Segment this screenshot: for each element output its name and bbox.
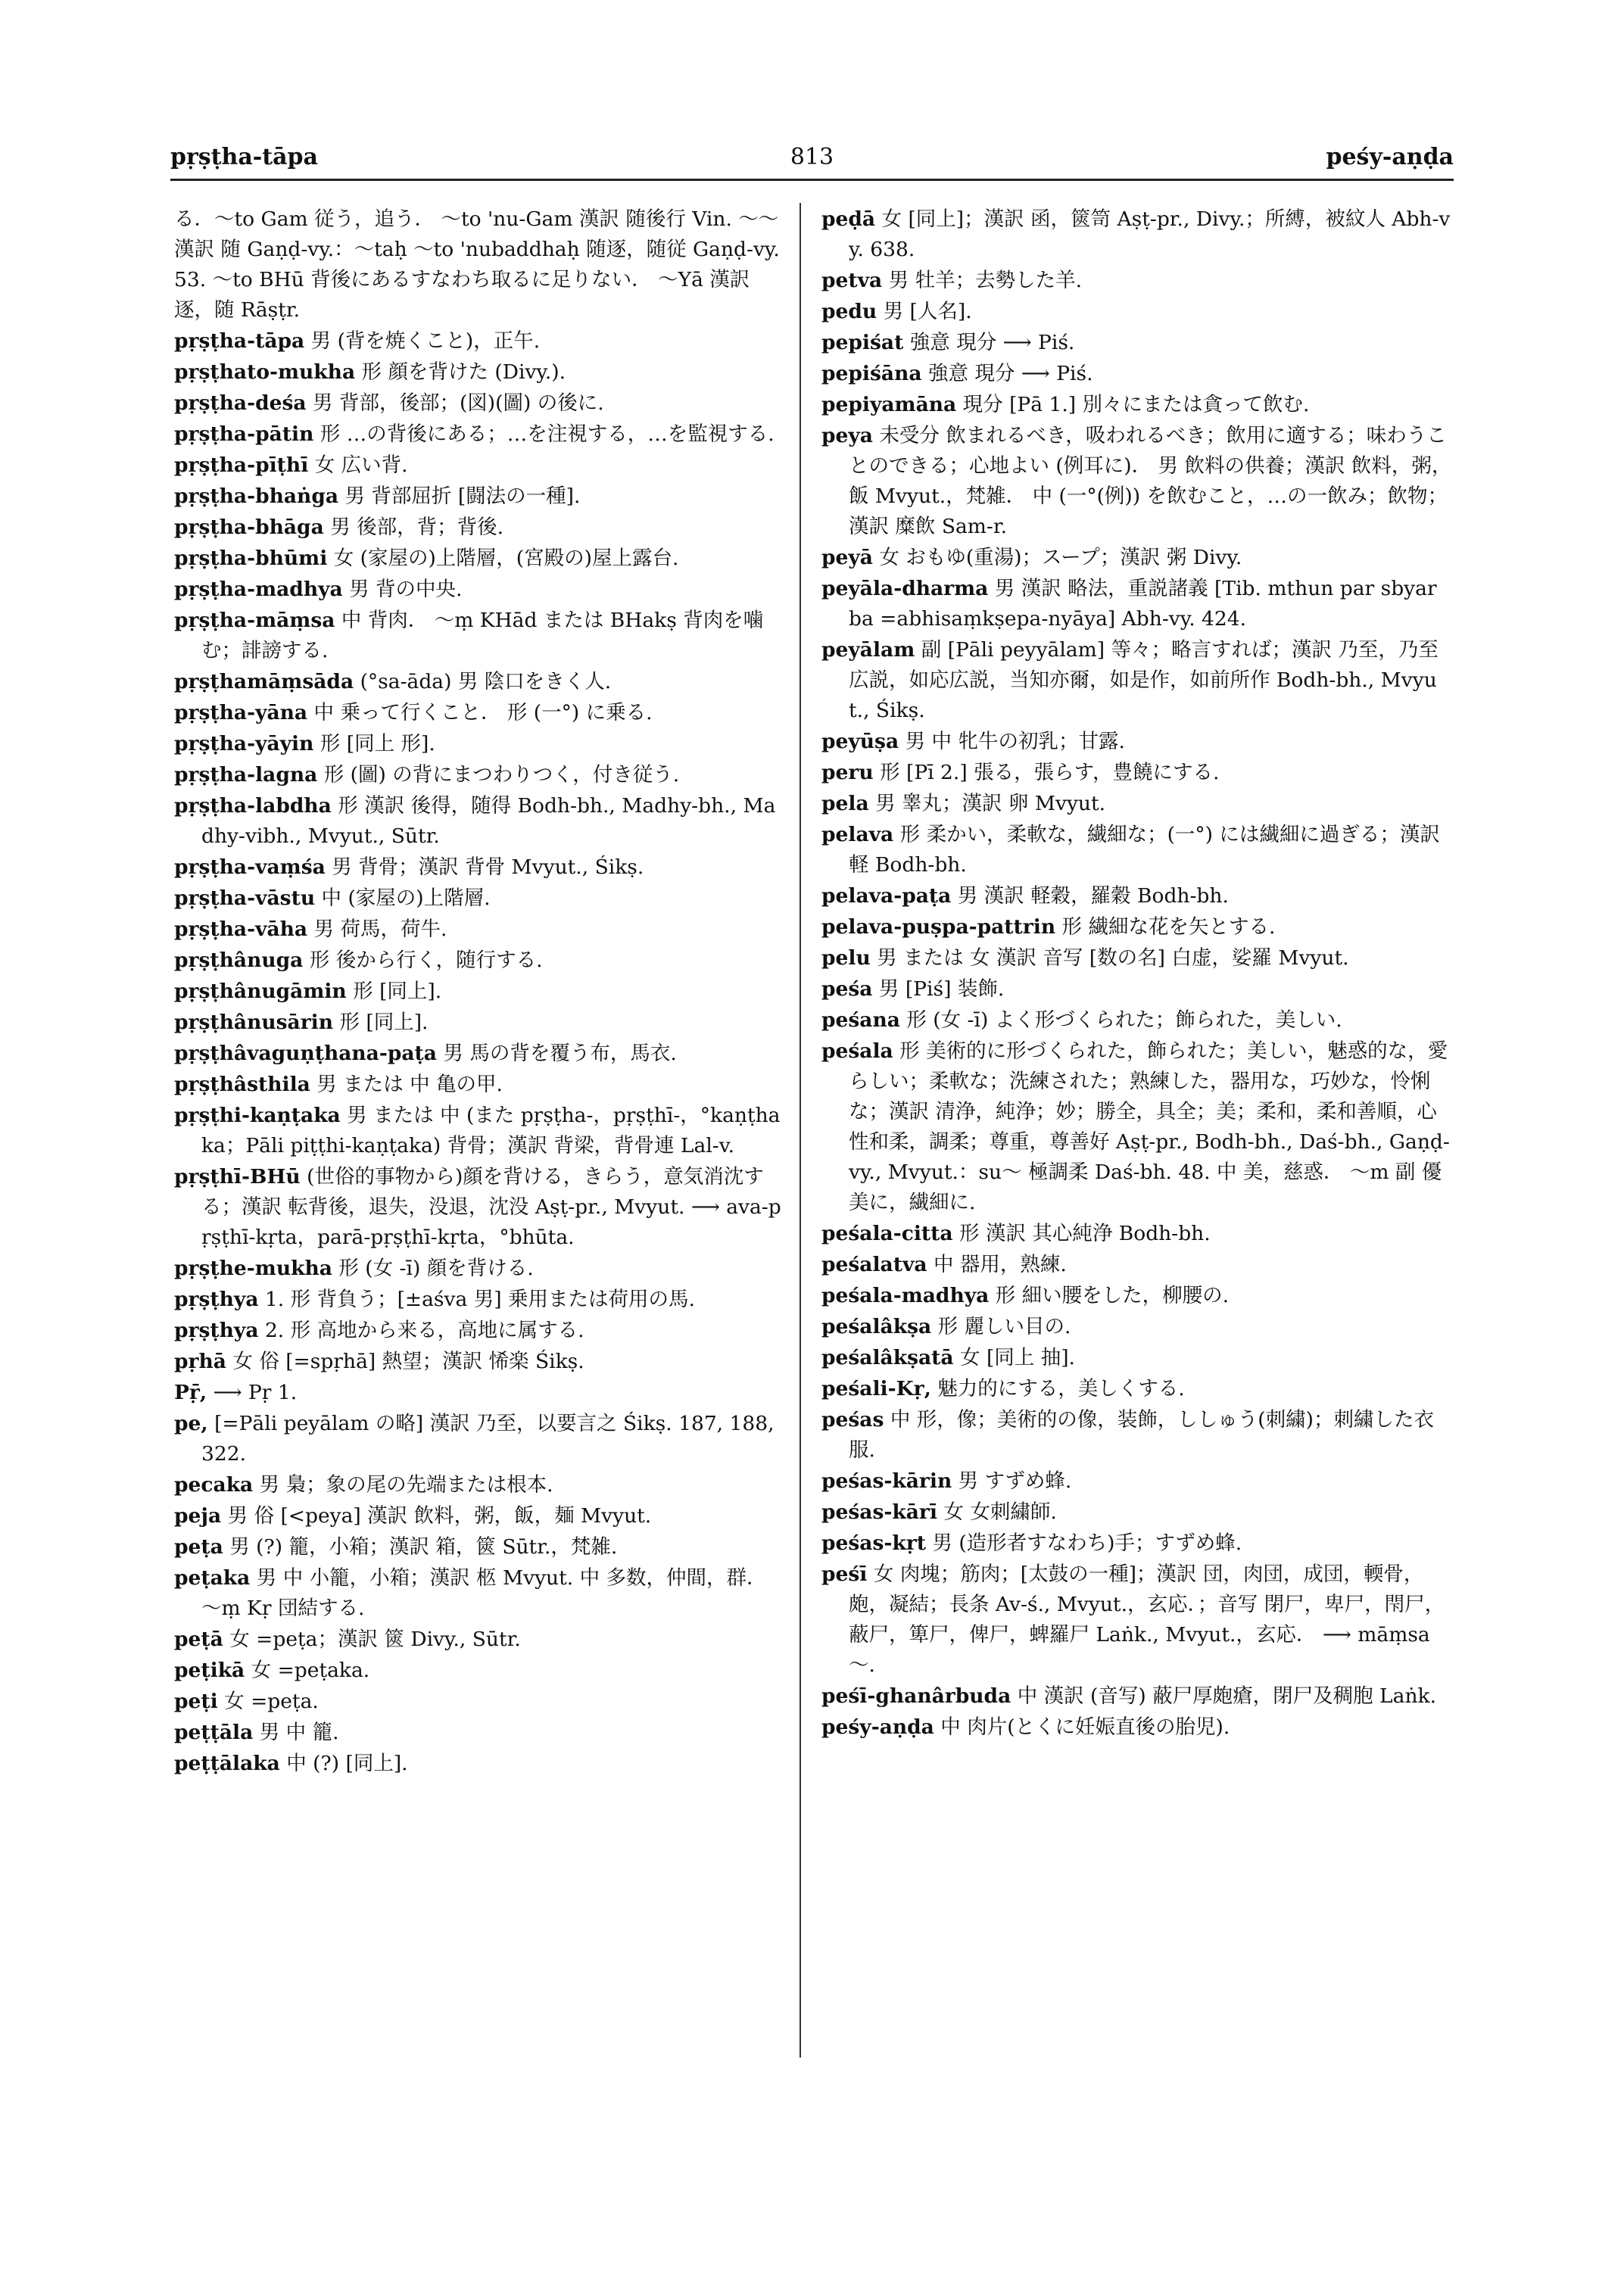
entry-definition: 形 …の背後にある；…を注視する，…を監視する. — [320, 422, 775, 446]
entry-headword: peśana — [821, 1008, 900, 1032]
entry-headword: pṛṣṭha-vāstu — [174, 886, 316, 910]
entry-headword: pṛṣṭha-pīṭhī — [174, 453, 309, 477]
entry-definition: 男 後部，背；背後. — [330, 516, 504, 539]
dictionary-entry — [821, 1528, 1454, 1559]
entry-headword: peru — [821, 761, 874, 784]
entry-definition: 女 =peṭaka. — [251, 1659, 370, 1682]
entry-headword: pelu — [821, 946, 871, 970]
entry-headword: pedu — [821, 300, 877, 323]
dictionary-entry — [821, 1250, 1454, 1280]
dictionary-entry — [174, 946, 787, 976]
dictionary-entry — [821, 1559, 1454, 1681]
dictionary-entry — [821, 1343, 1454, 1373]
entry-headword: pepiśāna — [821, 362, 922, 385]
dictionary-entry — [174, 729, 787, 759]
dictionary-entry — [174, 1625, 787, 1655]
entry-definition: 未受分 飲まれるべき，吸われるべき；飲用に適する；味わうことのできる；心地よい (例耳に)． 男 飲料の供養；漢訳 飲料，粥，飯 Mvyut.，梵雑． 中 (一°(例)) を飲むこと，…の一飲み；飲物；漢訳 糜飲 Sam-r. — [849, 424, 1452, 538]
entry-definition: 中 肉片(とくに妊娠直後の胎児). — [940, 1715, 1230, 1739]
dictionary-entry — [174, 977, 787, 1007]
entry-definition: 女 女刺繍師. — [943, 1500, 1057, 1524]
entry-definition: 男 または 中 (また pṛṣṭha-，pṛṣṭhī-，°kaṇṭhaka；Pāli piṭṭhi-kaṇṭaka) 背骨；漢訳 背梁，背骨連 Lal-v. — [201, 1104, 781, 1157]
entry-definition: 男 中 籠. — [259, 1721, 339, 1744]
entry-headword: pṛṣṭha-pātin — [174, 422, 314, 446]
dictionary-entry — [174, 698, 787, 728]
dictionary-entry — [821, 727, 1454, 757]
dictionary-entry — [174, 1070, 787, 1100]
entry-definition: 形 [同上 形]. — [320, 732, 435, 756]
entry-definition: 女 [同上]；漢訳 函，篋笥 Aṣṭ-pr., Divy.；所縛，被紋人 Abh-vy. 638. — [849, 207, 1451, 261]
dictionary-entry — [174, 852, 787, 883]
entry-definition: 中 背肉． ～ṃ KHād または BHakṣ 背肉を噛む；誹謗する. — [201, 609, 764, 662]
entry-headword: peśalatva — [821, 1253, 927, 1276]
dictionary-entry — [174, 1039, 787, 1069]
entry-definition: 男 梟；象の尾の先端または根本. — [259, 1473, 553, 1497]
entry-definition: 中 器用，熟練. — [933, 1253, 1067, 1276]
entry-definition: 男 中 小籠，小箱；漢訳 柩 Mvyut. 中 多数，仲間，群． ～ṃ Kṛ 団結する. — [201, 1566, 767, 1620]
entry-headword: peśala-citta — [821, 1222, 953, 1245]
dictionary-entry — [174, 1532, 787, 1562]
dictionary-entry — [174, 1718, 787, 1748]
dictionary-entry — [821, 543, 1454, 573]
entry-headword: peśala — [821, 1039, 893, 1063]
entry-definition: 男 背の中央. — [349, 578, 463, 601]
dictionary-entry — [174, 419, 787, 450]
entry-headword: peyā — [821, 546, 873, 569]
entry-definition: 女 [同上 抽]. — [960, 1346, 1075, 1369]
entry-headword: pṛṣṭha-vāha — [174, 918, 308, 941]
entry-headword: peṭi — [174, 1690, 218, 1713]
entry-definition: 中 (?) [同上]. — [286, 1752, 408, 1775]
entry-headword: pṛṣṭha-lagna — [174, 763, 318, 787]
entry-definition: 女 おもゆ(重湯)；スープ；漢訳 粥 Divy. — [879, 546, 1242, 569]
entry-definition: 男 荷馬，荷牛. — [313, 918, 447, 941]
entry-headword: peśas — [821, 1408, 884, 1432]
entry-headword: Pṝ, — [174, 1381, 207, 1404]
entry-headword: pṛṣṭhe-mukha — [174, 1257, 332, 1280]
entry-definition: ⟶ Pṛ 1. — [213, 1381, 298, 1404]
entry-definition: 強意 現分 ⟶ Piś. — [909, 331, 1075, 354]
entry-headword: peṭa — [174, 1535, 223, 1559]
entry-definition: 男 中 牝牛の初乳；甘露. — [905, 730, 1125, 753]
entry-headword: peśa — [821, 977, 873, 1001]
entry-definition: 男 背部屈折 [闘法の一種]. — [344, 484, 581, 508]
dictionary-entry — [821, 789, 1454, 819]
entry-definition: 男 漢訳 略法，重説諸義 [Tib. mthun par sbyar ba =abhisaṃkṣepa-nyāya] Abh-vy. 424. — [849, 577, 1437, 631]
left-column — [174, 204, 787, 1780]
entry-definition: 男 (造形者すなわち)手；すずめ蜂. — [932, 1531, 1242, 1555]
entry-definition: 形 漢訳 後得，随得 Bodh-bh., Madhy-bh., Madhy-vibh., Mvyut., Sūtr. — [201, 794, 776, 848]
dictionary-entry — [821, 1497, 1454, 1528]
entry-definition: 形 [Pī 2.] 張る，張らす，豊饒にする. — [880, 761, 1220, 784]
entry-definition: 1. 形 背負う；[±aśva 男] 乗用または荷用の馬. — [264, 1288, 695, 1311]
entry-headword: peyūṣa — [821, 730, 899, 753]
entry-headword: pṛṣṭhya — [174, 1319, 259, 1342]
dictionary-entry — [821, 204, 1454, 265]
entry-headword: pela — [821, 792, 869, 815]
entry-definition: 男 (背を焼くこと)，正午. — [310, 329, 541, 353]
entry-definition: 中 乗って行くこと． 形 (一°) に乗る. — [313, 701, 653, 724]
dictionary-entry — [821, 1466, 1454, 1497]
entry-definition: 形 柔かい，柔軟な，繊細な；(一°) には繊細に過ぎる；漢訳 軽 Bodh-bh. — [849, 823, 1440, 877]
entry-definition: 男 俗 [<peya] 漢訳 飲料，粥，飯，麺 Mvyut. — [227, 1504, 652, 1528]
entry-headword: pṛṣṭha-bhaṅga — [174, 484, 339, 508]
entry-definition: 男 馬の背を覆う布，馬衣. — [443, 1042, 677, 1065]
dictionary-entry — [174, 1254, 787, 1284]
entry-definition: 形 細い腰をした，柳腰の. — [995, 1284, 1230, 1307]
dictionary-entry — [821, 912, 1454, 942]
dictionary-entry — [821, 390, 1454, 420]
entry-headword: peśala-madhya — [821, 1284, 990, 1307]
entry-headword: pecaka — [174, 1473, 254, 1497]
entry-headword: peśy-aṇḍa — [821, 1715, 934, 1739]
page-number: 813 — [790, 144, 834, 170]
entry-headword: peśī-ghanârbuda — [821, 1684, 1011, 1708]
entry-headword: pṛṣṭha-tāpa — [174, 329, 305, 353]
entry-definition: 女 =peṭa；漢訳 篋 Divy., Sūtr. — [229, 1628, 521, 1651]
entry-definition: 男 [人名]. — [883, 300, 972, 323]
dictionary-entry — [174, 388, 787, 419]
entry-definition: 形 [同上]. — [353, 980, 442, 1003]
entry-definition: (°sa-āda) 男 陰口をきく人. — [360, 670, 612, 693]
entry-headword: peyāla-dharma — [821, 577, 989, 600]
dictionary-entry — [174, 204, 787, 326]
entry-headword: pe, — [174, 1412, 208, 1435]
dictionary-entry — [174, 667, 787, 697]
entry-definition: 魅力的にする，美しくする. — [937, 1377, 1185, 1400]
entry-headword: pṛṣṭha-vaṃśa — [174, 855, 326, 879]
dictionary-entry — [174, 450, 787, 481]
running-head-right: peśy-aṇḍa — [1326, 144, 1454, 170]
entry-headword: pṛṣṭha-deśa — [174, 391, 307, 415]
entry-headword: peyālam — [821, 638, 915, 662]
dictionary-entry — [174, 1378, 787, 1408]
dictionary-entry — [174, 760, 787, 790]
entry-headword: pelava — [821, 823, 894, 846]
right-column — [821, 204, 1454, 1743]
entry-definition: 形 麗しい目の. — [937, 1315, 1071, 1338]
entry-definition: 現分 [Pā 1.] 別々にまたは貪って飲む. — [962, 393, 1310, 416]
dictionary-entry — [174, 1316, 787, 1346]
entry-definition: る．～to Gam 従う，追う． ～to 'nu-Gam 漢訳 随後行 Vin. ～～ 漢訳 随 Gaṇḍ-vy.：～taḥ ～to 'nubaddhaḥ 随逐，随従 Gaṇḍ-vy. 53. ～to BHū 背後にあるすなわち取るに足りない． ～Yā 漢訳 逐，随 Rāṣṭr. — [174, 207, 780, 322]
entry-headword: peṭā — [174, 1628, 223, 1651]
dictionary-entry — [821, 1281, 1454, 1311]
entry-definition: 男 すずめ蜂. — [958, 1469, 1072, 1493]
entry-headword: pṛṣṭha-bhūmi — [174, 547, 328, 570]
running-head-left: pṛṣṭha-tāpa — [170, 144, 318, 170]
dictionary-entry — [821, 297, 1454, 327]
dictionary-entry — [821, 1005, 1454, 1036]
entry-definition: 女 広い背. — [314, 453, 408, 477]
entry-headword: peśas-kārī — [821, 1500, 937, 1524]
entry-definition: 中 漢訳 (音写) 蔽尸厚皰瘡，閉尸及稠胞 Laṅk. — [1017, 1684, 1437, 1708]
entry-headword: peṭṭāla — [174, 1721, 254, 1744]
entry-headword: pepiśat — [821, 331, 904, 354]
entry-headword: pṛṣṭha-māṃsa — [174, 609, 335, 632]
dictionary-entry — [174, 357, 787, 388]
entry-headword: pṛṣṭhânusārin — [174, 1011, 334, 1034]
entry-headword: peḍā — [821, 207, 876, 231]
column-divider — [800, 203, 801, 2058]
entry-definition: 形 漢訳 其心純浄 Bodh-bh. — [959, 1222, 1211, 1245]
dictionary-entry — [174, 512, 787, 543]
entry-definition: 男 牡羊；去勢した羊. — [888, 269, 1082, 292]
entry-definition: 女 (家屋の)上階層，(宮殿の)屋上露台. — [333, 547, 679, 570]
entry-headword: pṛṣṭha-labdha — [174, 794, 332, 818]
dictionary-entry — [821, 1712, 1454, 1743]
entry-definition: 強意 現分 ⟶ Piś. — [927, 362, 1093, 385]
page-header — [170, 144, 1454, 181]
dictionary-entry — [821, 758, 1454, 788]
entry-headword: pṛṣṭha-bhāga — [174, 516, 324, 539]
entry-definition: 中 (家屋の)上階層. — [321, 886, 491, 910]
dictionary-entry — [174, 1285, 787, 1315]
dictionary-entry — [821, 421, 1454, 542]
dictionary-entry — [821, 328, 1454, 358]
entry-definition: (世俗的事物から)顔を背ける，きらう，意気消沈する；漢訳 転背後，退失，没退，沈没 Aṣṭ-pr., Mvyut. ⟶ ava-pṛṣṭhī-kṛta，parā-pṛṣṭhī-kṛta，°bhūta. — [201, 1165, 781, 1249]
dictionary-entry — [821, 820, 1454, 880]
entry-definition: 男 [Piś] 装飾. — [878, 977, 1005, 1001]
entry-definition: 2. 形 高地から来る，高地に属する. — [264, 1319, 584, 1342]
entry-headword: peśī — [821, 1562, 868, 1586]
dictionary-entry — [174, 1687, 787, 1717]
dictionary-entry — [174, 606, 787, 666]
entry-headword: pepiyamāna — [821, 393, 957, 416]
entry-headword: pṛṣṭhâsthila — [174, 1073, 310, 1096]
dictionary-entry — [174, 1008, 787, 1038]
dictionary-entry — [174, 883, 787, 914]
entry-headword: pṛṣṭha-madhya — [174, 578, 343, 601]
entry-definition: 男 背部，後部；(図)(圖) の後に. — [313, 391, 604, 415]
entry-definition: 形 後から行く，随行する. — [309, 949, 543, 972]
dictionary-entry — [821, 266, 1454, 296]
entry-definition: 形 繊細な花を矢とする. — [1061, 915, 1276, 939]
entry-headword: peśali-Kṛ, — [821, 1377, 931, 1400]
entry-headword: pelava-paṭa — [821, 884, 952, 908]
entry-definition: [=Pāli peyālam の略] 漢訳 乃至，以要言之 Śikṣ. 187, 188, 322. — [201, 1412, 775, 1466]
entry-definition: 中 形，像；美術的の像，装飾，ししゅう(刺繍)；刺繍した衣服. — [849, 1408, 1434, 1462]
entry-definition: 男 または 中 亀の甲. — [316, 1073, 503, 1096]
dictionary-entry — [821, 881, 1454, 911]
dictionary-entry — [174, 1470, 787, 1500]
entry-definition: 女 =peṭa. — [224, 1690, 319, 1713]
entry-headword: pṛṣṭha-yāna — [174, 701, 308, 724]
dictionary-entry — [174, 1501, 787, 1531]
dictionary-entry — [821, 1036, 1454, 1218]
dictionary-entry — [174, 1656, 787, 1686]
entry-headword: pṛṣṭhya — [174, 1288, 259, 1311]
entry-definition: 男 (?) 籠，小箱；漢訳 箱，篋 Sūtr.，梵雑. — [229, 1535, 618, 1559]
dictionary-entry — [174, 1162, 787, 1253]
entry-definition: 形 美術的に形づくられた，飾られた；美しい，魅惑的な，愛らしい；柔軟な；洗練された；熟練した，器用な，巧妙な，怜悧な；漢訳 清浄，純浄；妙；勝全，具全；美；柔和，柔和善順，心性和柔，調柔；尊重，尊善好 Aṣṭ-pr., Bodh-bh., Daś-bh., Gaṇḍ-vy., Mvyut.：su～ 極調柔 Daś-bh. 48. 中 美，慈惑． ～m 副 優美に，繊細に. — [849, 1039, 1450, 1214]
entry-headword: pelava-puṣpa-pattrin — [821, 915, 1056, 939]
entry-headword: peṭṭālaka — [174, 1752, 280, 1775]
entry-headword: pṛṣṭhâvaguṇṭhana-paṭa — [174, 1042, 437, 1065]
dictionary-entry — [174, 1347, 787, 1377]
dictionary-entry — [174, 791, 787, 852]
entry-headword: petva — [821, 269, 883, 292]
entry-definition: 女 俗 [=spṛhā] 熱望；漢訳 悕楽 Śikṣ. — [232, 1350, 584, 1373]
entry-definition: 形 顔を背けた (Divy.). — [361, 360, 566, 384]
dictionary-entry — [174, 1749, 787, 1779]
entry-headword: pṛṣṭhânugāmin — [174, 980, 347, 1003]
dictionary-entry — [821, 1219, 1454, 1249]
entry-definition: 副 [Pāli peyyālam] 等々；略言すれば；漢訳 乃至，乃至広説，如応広説，当知亦爾，如是作，如前所作 Bodh-bh., Mvyut., Śikṣ. — [849, 638, 1439, 722]
entry-headword: pṛhā — [174, 1350, 226, 1373]
dictionary-entry — [174, 1563, 787, 1624]
dictionary-entry — [821, 943, 1454, 974]
entry-definition: 男 背骨；漢訳 背骨 Mvyut., Śikṣ. — [332, 855, 644, 879]
dictionary-entry — [174, 1101, 787, 1161]
entry-headword: peśalâkṣa — [821, 1315, 932, 1338]
dictionary-entry — [174, 326, 787, 357]
dictionary-entry — [821, 574, 1454, 634]
entry-definition: 男 または 女 漢訳 音写 [数の名] 白虚，娑羅 Mvyut. — [877, 946, 1349, 970]
entry-headword: pṛṣṭhânuga — [174, 949, 304, 972]
entry-headword: peśas-kṛt — [821, 1531, 926, 1555]
entry-definition: 女 肉塊；筋肉；[太鼓の一種]；漢訳 団，肉団，成団，輭骨，皰，凝結；長条 Av-ś., Mvyut.，玄応．；音写 閉尸，卑尸，閇尸，蔽尸，箄尸，俾尸，蜱羅尸 Laṅk., Mvyut.，玄応． ⟶ māṃsa～. — [849, 1562, 1445, 1677]
entry-definition: 形 (女 -ī) よく形づくられた；飾られた，美しい. — [906, 1008, 1342, 1032]
dictionary-entry — [174, 575, 787, 605]
dictionary-entry — [174, 914, 787, 945]
dictionary-entry — [821, 1374, 1454, 1404]
dictionary-entry — [174, 544, 787, 574]
entry-definition: 形 (女 -ī) 顔を背ける. — [338, 1257, 534, 1280]
entry-definition: 形 [同上]. — [339, 1011, 429, 1034]
entry-definition: 男 漢訳 軽穀，羅穀 Bodh-bh. — [957, 884, 1229, 908]
dictionary-entry — [821, 635, 1454, 726]
entry-headword: pṛṣṭhī-BHū — [174, 1165, 301, 1189]
entry-headword: peśalâkṣatā — [821, 1346, 954, 1369]
entry-headword: peṭaka — [174, 1566, 251, 1590]
entry-headword: pṛṣṭha-yāyin — [174, 732, 314, 756]
entry-headword: peya — [821, 424, 873, 447]
entry-headword: peṭikā — [174, 1659, 245, 1682]
dictionary-entry — [821, 359, 1454, 389]
entry-headword: pṛṣṭhamāṃsāda — [174, 670, 354, 693]
dictionary-entry — [821, 974, 1454, 1005]
dictionary-entry — [821, 1405, 1454, 1466]
dictionary-entry — [821, 1681, 1454, 1712]
entry-headword: peśas-kārin — [821, 1469, 952, 1493]
dictionary-entry — [174, 481, 787, 512]
dictionary-entry — [174, 1409, 787, 1469]
entry-definition: 男 睾丸；漢訳 卵 Mvyut. — [875, 792, 1106, 815]
entry-headword: pṛṣṭhato-mukha — [174, 360, 356, 384]
entry-headword: peja — [174, 1504, 222, 1528]
entry-definition: 形 (圖) の背にまつわりつく，付き従う. — [323, 763, 680, 787]
dictionary-entry — [821, 1312, 1454, 1342]
entry-headword: pṛṣṭhi-kaṇṭaka — [174, 1104, 341, 1127]
